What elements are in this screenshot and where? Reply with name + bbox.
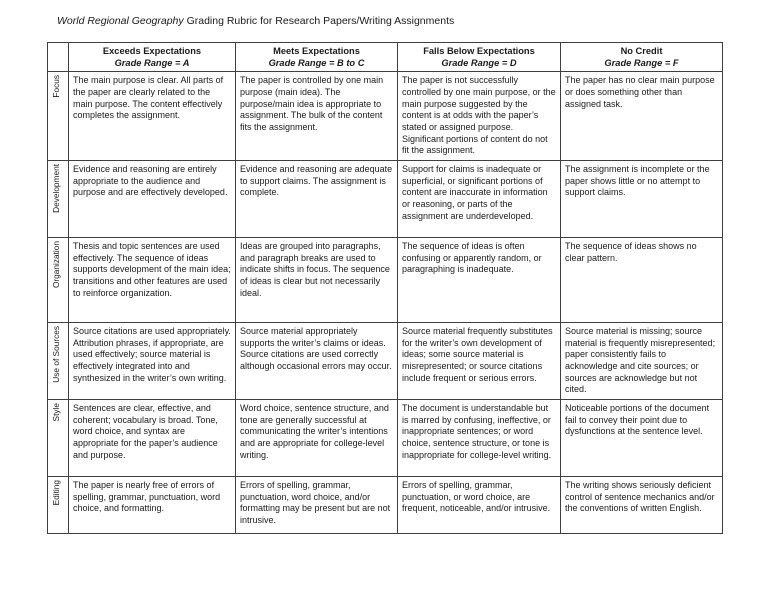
row-label-cell (48, 160, 69, 237)
rubric-cell: Thesis and topic sentences are used effectively. The sequence of ideas supports development of the main idea; transitions and other features are used to reinforce organization. (69, 237, 236, 322)
table-row-style (48, 400, 723, 477)
rubric-cell: The assignment is incomplete or the paper shows little or no attempt to support claims. (561, 160, 723, 237)
rubric-cell: Source material is missing; source material is frequently misrepresented; paper consistently fails to acknowledge and cite sources; or sources are acknowledge but not cited. (561, 322, 723, 399)
rubric-cell: Sentences are clear, effective, and coherent; vocabulary is broad. Tone, word choice, and syntax are appropriate for the paper’s audience and purpose. (69, 400, 236, 477)
rubric-cell: Evidence and reasoning are adequate to support claims. The assignment is complete. (236, 160, 398, 237)
grade-range: Grade Range = D (441, 58, 517, 69)
row-label: Editing (51, 480, 61, 506)
rubric-cell: The paper is not successfully controlled by one main purpose, or the main purpose suggested by the content is at odds with the paper’s stated or assigned purpose. Significant portions of content do not fit the assignment. (398, 72, 561, 161)
table-row-development (48, 160, 723, 237)
rubric-cell: Support for claims is inadequate or superficial, or significant portions of content are inaccurate in information or reasoning, or parts of the assignment are underdeveloped. (398, 160, 561, 237)
rubric-cell: Evidence and reasoning are entirely appropriate to the audience and purpose and are effectively developed. (69, 160, 236, 237)
title-rest: Grading Rubric for Research Papers/Writing Assignments (183, 15, 455, 27)
row-label: Use of Sources (51, 325, 61, 383)
row-label-cell (48, 400, 69, 477)
rubric-cell: Source material frequently substitutes for the writer’s own development of ideas; some source material is misrepresented; or source citations include frequent or serious errors. (398, 322, 561, 399)
rubric-cell: The paper is controlled by one main purpose (main idea). The purpose/main idea is appropriate to assignment. The bulk of the content fits the assignment. (236, 72, 398, 161)
rubric-cell: The paper has no clear main purpose or does something other than assigned task. (561, 72, 723, 161)
grade-range: Grade Range = A (114, 58, 190, 69)
rubric-cell: The main purpose is clear. All parts of the paper are clearly related to the main purpose. The content effectively completes the assignment. (69, 72, 236, 161)
table-row-organization (48, 237, 723, 322)
rubric-cell: Word choice, sentence structure, and tone are generally successful at communicating the writer’s intentions and are appropriate for college-level writing. (236, 400, 398, 477)
rubric-cell: The sequence of ideas shows no clear pattern. (561, 237, 723, 322)
rubric-cell: Ideas are grouped into paragraphs, and paragraph breaks are used to indicate shifts in focus. The sequence of ideas is clear but not necessarily ideal. (236, 237, 398, 322)
course-name: World Regional Geography (57, 15, 184, 27)
table-row-editing (48, 477, 723, 534)
corner-cell (48, 43, 69, 72)
row-label-cell (48, 237, 69, 322)
column-header-exceeds (69, 43, 236, 72)
column-title: Exceeds Expectations (102, 46, 202, 56)
row-label-cell (48, 72, 69, 161)
row-label: Style (51, 403, 61, 422)
grade-range: Grade Range = B to C (268, 58, 365, 69)
document-title (57, 15, 454, 27)
rubric-cell: The document is understandable but is marred by confusing, ineffective, or inappropriate sentences; or word choice, sentence structure, or tone is inappropriate for college-level writing. (398, 400, 561, 477)
column-header-meets (236, 43, 398, 72)
table-row-focus (48, 72, 723, 161)
rubric-cell: Errors of spelling, grammar, punctuation, or word choice, are frequent, noticeable, and/or intrusive. (398, 477, 561, 534)
rubric-cell: Source citations are used appropriately. Attribution phrases, if appropriate, are used effectively; source material is effectively integrated into and synthesized in the writer’s own writing. (69, 322, 236, 399)
row-label: Focus (51, 75, 61, 98)
row-label: Organization (51, 240, 61, 289)
column-title: Meets Expectations (273, 46, 360, 56)
table-row-use-of-sources (48, 322, 723, 399)
column-title: Falls Below Expectations (423, 46, 535, 56)
column-header-falls-below (398, 43, 561, 72)
rubric-cell: Errors of spelling, grammar, punctuation, word choice, and/or formatting may be present but are not intrusive. (236, 477, 398, 534)
rubric-cell: The sequence of ideas is often confusing or apparently random, or paragraphing is inadequate. (398, 237, 561, 322)
rubric-cell: The paper is nearly free of errors of spelling, grammar, punctuation, word choice, and formatting. (69, 477, 236, 534)
grade-range: Grade Range = F (604, 58, 679, 69)
header-row (48, 43, 723, 72)
column-header-no-credit (561, 43, 723, 72)
rubric-cell: The writing shows seriously deficient control of sentence mechanics and/or the conventions of written English. (561, 477, 723, 534)
row-label: Development (51, 163, 61, 213)
column-title: No Credit (620, 46, 663, 56)
row-label-cell (48, 477, 69, 534)
rubric-cell: Source material appropriately supports the writer’s claims or ideas. Source citations are used correctly although occasional errors may occur. (236, 322, 398, 399)
rubric-cell: Noticeable portions of the document fail to convey their point due to dysfunctions at the sentence level. (561, 400, 723, 477)
row-label-cell (48, 322, 69, 399)
grading-rubric-table (47, 42, 723, 534)
